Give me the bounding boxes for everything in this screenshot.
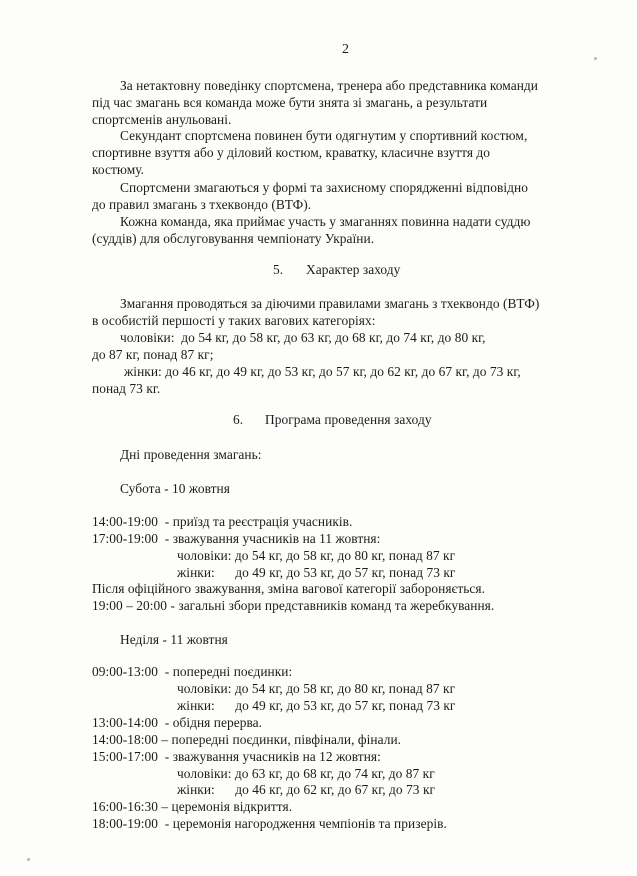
section-6-title: Програма проведення заходу <box>265 412 432 427</box>
conduct-line-1: За нетактовну поведінку спортсмена, тренера або представника команди <box>120 78 539 93</box>
judges-line-2: (суддів) для обслуговування чемпіонату України. <box>92 231 375 246</box>
section-6-number: 6. <box>233 412 244 427</box>
saturday-women-categories: жінки: до 49 кг, до 53 кг, до 57 кг, понад 73 кг <box>177 565 456 580</box>
sunday-lunch: 13:00-14:00 - обідня перерва. <box>92 715 263 730</box>
saturday-men-categories: чоловіки: до 54 кг, до 58 кг, до 80 кг, понад 87 кг <box>177 548 456 563</box>
scan-speck <box>27 858 30 861</box>
sunday-heading: Неділя - 11 жовтня <box>120 632 228 647</box>
second-line-1: Секундант спортсмена повинен бути одягнутим у спортивний костюм, <box>120 128 528 143</box>
women-categories-line-1: жінки: до 46 кг, до 49 кг, до 53 кг, до 57 кг, до 62 кг, до 67 кг, до 73 кг, <box>124 364 521 379</box>
section-5-title: Характер заходу <box>306 262 401 277</box>
sunday-opening: 16:00-16:30 – церемонія відкриття. <box>92 799 293 814</box>
sunday-weighin: 15:00-17:00 - зважування учасників на 12 жовтня: <box>92 749 381 764</box>
section-5-number: 5. <box>273 262 284 277</box>
second-line-2: спортивне взуття або у діловий костюм, краватку, класичне взуття до <box>92 145 491 160</box>
saturday-heading: Субота - 10 жовтня <box>120 481 230 496</box>
sunday-preliminaries: 09:00-13:00 - попередні поєдинки: <box>92 664 293 679</box>
uniform-line-2: до правил змагань з тхеквондо (ВТФ). <box>92 197 312 212</box>
sunday-finals: 14:00-18:00 – попередні поєдинки, півфінали, фінали. <box>92 732 402 747</box>
second-line-3: костюму. <box>92 162 145 177</box>
weight-change-note: Після офіційного зважування, зміна вагової категорії забороняється. <box>92 581 486 596</box>
days-label: Дні проведення змагань: <box>120 447 262 462</box>
section-5-line-2: в особистій першості у таких вагових категоріях: <box>92 313 376 328</box>
conduct-line-2: під час змагань вся команда може бути знята зі змагань, а результати <box>92 95 488 110</box>
sunday-awards: 18:00-19:00 - церемонія нагородження чемпіонів та призерів. <box>92 816 447 831</box>
uniform-line-1: Спортсмени змагаються у формі та захисному спорядженні відповідно <box>120 180 528 195</box>
section-5-line-1: Змагання проводяться за діючими правилами змагань з тхеквондо (ВТФ) <box>120 296 540 311</box>
women-categories-line-2: понад 73 кг. <box>92 381 161 396</box>
judges-line-1: Кожна команда, яка приймає участь у змаганнях повинна надати суддю <box>120 214 531 229</box>
sunday-women-categories-1: жінки: до 49 кг, до 53 кг, до 57 кг, понад 73 кг <box>177 698 456 713</box>
scan-speck <box>594 57 597 60</box>
saturday-weighin: 17:00-19:00 - зважування учасників на 11 жовтня: <box>92 531 381 546</box>
men-categories-line-1: чоловіки: до 54 кг, до 58 кг, до 63 кг, до 68 кг, до 74 кг, до 80 кг, <box>120 330 486 345</box>
sunday-men-categories-1: чоловіки: до 54 кг, до 58 кг, до 80 кг, понад 87 кг <box>177 681 456 696</box>
conduct-line-3: спортсменів анульовані. <box>92 112 232 127</box>
men-categories-line-2: до 87 кг, понад 87 кг; <box>92 347 214 362</box>
page-number: 2 <box>342 42 350 57</box>
saturday-arrival: 14:00-19:00 - приїзд та реєстрація учасників. <box>92 514 353 529</box>
saturday-meeting: 19:00 – 20:00 - загальні збори представників команд та жеребкування. <box>92 598 495 613</box>
sunday-women-categories-2: жінки: до 46 кг, до 62 кг, до 67 кг, до 73 кг <box>177 782 436 797</box>
sunday-men-categories-2: чоловіки: до 63 кг, до 68 кг, до 74 кг, до 87 кг <box>177 766 435 781</box>
